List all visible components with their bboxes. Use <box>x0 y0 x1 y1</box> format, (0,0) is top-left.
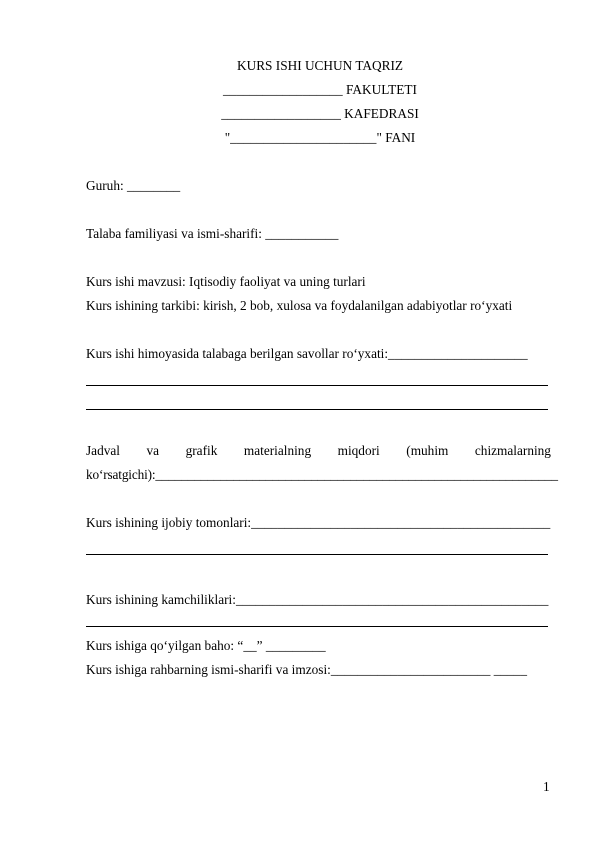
materials-field-line1 <box>86 443 551 459</box>
materials-word: (muhim <box>406 443 449 458</box>
topic-field: Kurs ishi mavzusi: Iqtisodiy faoliyat va uning turlari <box>86 274 366 289</box>
grade-field: Kurs ishiga qo‘yilgan baho: “__” _________ <box>86 638 326 653</box>
student-name-field: Talaba familiyasi va ismi-sharifi: ___________ <box>86 226 339 241</box>
blank-rule <box>86 409 548 410</box>
materials-word: va <box>146 443 160 458</box>
group-field: Guruh: ________ <box>86 178 181 193</box>
subject-line: "______________________" FANI <box>224 130 416 145</box>
questions-field: Kurs ishi himoyasida talabaga berilgan savollar ro‘yxati:_____________________ <box>86 346 528 361</box>
materials-field-line2: ko‘rsatgichi):______________________________________________________________ <box>86 467 558 482</box>
faculty-line: __________________ FAKULTETI <box>223 82 417 97</box>
materials-word: Jadval <box>86 443 120 458</box>
review-title: KURS ISHI UCHUN TAQRIZ <box>236 58 404 73</box>
blank-rule <box>86 385 548 386</box>
blank-rule <box>86 626 548 627</box>
page-number: 1 <box>543 779 550 794</box>
negatives-field: Kurs ishining kamchiliklari:_______________________________________________ <box>86 592 549 607</box>
supervisor-field: Kurs ishiga rahbarning ismi-sharifi va imzosi:________________________ _____ <box>86 662 527 677</box>
materials-word: grafik <box>185 443 218 458</box>
structure-field: Kurs ishining tarkibi: kirish, 2 bob, xulosa va foydalanilgan adabiyotlar ro‘yxati <box>86 298 513 313</box>
materials-word: materialning <box>243 443 312 458</box>
blank-rule <box>86 554 548 555</box>
positives-field: Kurs ishining ijobiy tomonlari:_____________________________________________ <box>86 515 551 530</box>
materials-word: chizmalarning <box>474 443 551 458</box>
materials-word: miqdori <box>337 443 380 458</box>
department-line: __________________ KAFEDRASI <box>221 106 419 121</box>
